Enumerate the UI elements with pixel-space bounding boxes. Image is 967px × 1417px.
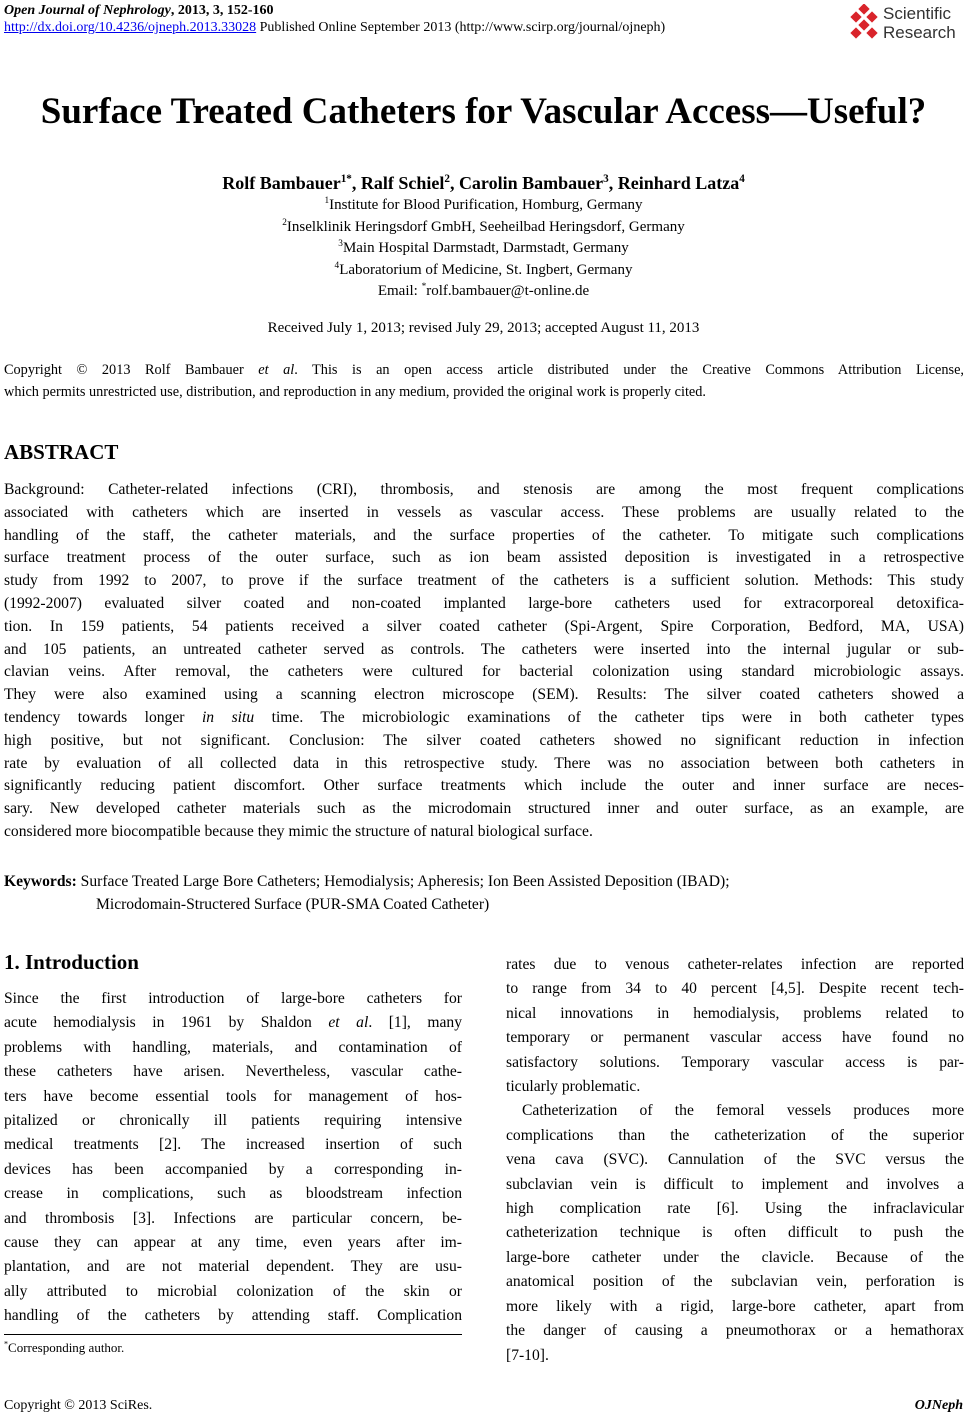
author-name: , Reinhard Latza	[608, 173, 740, 193]
section-heading-introduction: 1. Introduction	[4, 950, 139, 974]
left-column	[4, 987, 462, 1329]
text-line: the danger of causing a pneumothorax or a hemathorax	[506, 1322, 964, 1340]
text-line: devices has been accompanied by a corresponding in-	[4, 1160, 462, 1178]
journal-name: Open Journal of Nephrology	[4, 3, 171, 18]
text-line: high positive, but not significant. Conclusion: The silver coated catheters showed no significant reduction in infection	[4, 731, 964, 749]
text-line: Since the first introduction of large-bore catheters for	[4, 990, 462, 1007]
text-line: acute hemodialysis in 1961 by Shaldon et al. [1], many	[4, 1014, 462, 1032]
text-line: ticularly problematic.	[506, 1078, 641, 1096]
text-line: and thrombosis [3]. Infections are particular concern, be-	[4, 1209, 462, 1227]
text-line: They were also examined using a scanning electron microscope (SEM). Results: The silver coated catheters showed a	[4, 686, 964, 704]
text-line: rate by evaluation of all collected data in this retrospective study. There was no association between both catheters in	[4, 754, 964, 772]
text-line: more likely with a rigid, large-bore catheter, apart from	[506, 1297, 964, 1315]
text-line: plantation, and are not material dependent. They are usu-	[4, 1258, 462, 1276]
text-line: complications than the catheterization of the superior	[506, 1126, 964, 1144]
text-line: clavian veins. After removal, the catheters were cultured for bacterial colonization using standard microbiologic assays.	[4, 663, 964, 681]
text-line: satisfactory solutions. Temporary vascular access is par-	[506, 1053, 964, 1071]
text-line: ally attributed to microbial colonization of the skin or	[4, 1282, 462, 1300]
footer-copyright: Copyright © 2013 SciRes.	[4, 1398, 153, 1413]
doi-line	[4, 19, 665, 36]
text-line: catheterization technique is often difficult to push the	[506, 1224, 964, 1242]
text-line: surface treatment process of the outer surface, such as ion beam assisted deposition is investigated in a retrospective	[4, 549, 964, 567]
text-line: cause they can appear at any time, even years after im-	[4, 1234, 462, 1252]
affiliation: $^2$Inselklinik Heringsdorf GmbH, Seeheilbad Heringsdorf, Germany	[282, 217, 685, 235]
affiliation: $^4$Laboratorium of Medicine, St. Ingbert, Germany	[334, 260, 633, 278]
text-line: sary. New developed catheter materials such as the microdomain structured inner and outer surface, as an example, are	[4, 800, 964, 818]
text-line: handling of the staff, the catheter materials, and the surface properties of the catheter. To mitigate such complications	[4, 526, 964, 544]
text-line: these catheters have arisen. Nevertheless, vascular cathe-	[4, 1063, 462, 1081]
text-line: to range from 34 to 40 percent [4,5]. Despite recent tech-	[506, 980, 964, 998]
text-line: problems with handling, materials, and contamination of	[4, 1038, 462, 1056]
logo-text-scientific: Scientific	[883, 4, 952, 23]
abstract-body	[4, 479, 964, 844]
text-line: significantly reducing patient discomfort. Other surface treatments which include the outer and inner surface are neces-	[4, 777, 964, 795]
logo-text-research: Research	[883, 23, 956, 42]
scientific-research-logo	[847, 4, 965, 44]
paper-title: Surface Treated Catheters for Vascular Access—Useful?	[40, 91, 927, 132]
text-line: study from 1992 to 2007, to prove if the surface treatment of the catheters is a sufficient solution. Methods: This study	[4, 572, 964, 590]
text-line: handling of the catheters by attending staff. Complication	[4, 1307, 462, 1325]
published-online: Published Online September 2013 (http://www.scirp.org/journal/ojneph)	[256, 20, 666, 35]
text-line: ters have become essential tools for management of hos-	[4, 1087, 462, 1105]
keywords-text: Surface Treated Large Bore Catheters; Hemodialysis; Apheresis; Ion Been Assisted Deposition (IBAD);	[76, 873, 730, 890]
copyright-notice	[4, 359, 964, 403]
journal-header	[4, 2, 665, 36]
text-line: crease in complications, such as bloodstream infection	[4, 1185, 462, 1203]
text-line: medical treatments [2]. The increased insertion of such	[4, 1136, 462, 1154]
text-line: nical innovations in hemodialysis, problems related to	[506, 1004, 964, 1022]
footer-journal-abbrev: OJNeph	[914, 1398, 963, 1413]
text-line: tion. In 159 patients, 54 patients received a silver coated catheter (Spi-Argent, Spire Corporation, Bedford, MA, USA)	[4, 617, 964, 635]
keywords-label: Keywords:	[4, 873, 77, 890]
affiliations	[0, 195, 967, 303]
copyright-line: Copyright © 2013 Rolf Bambauer et al. This is an open access article distributed under the Creative Commons Attribution License,	[4, 362, 964, 378]
text-line: [7-10].	[506, 1346, 549, 1364]
text-line: Background: Catheter-related infections (CRI), thrombosis, and stenosis are among the most frequent complications	[4, 481, 964, 498]
text-line: large-bore catheter under the clavicle. Because of the	[506, 1248, 964, 1266]
copyright-line: which permits unrestricted use, distribution, and reproduction in any medium, provided the original work is properly cited.	[4, 384, 706, 400]
received-dates: Received July 1, 2013; revised July 29, 2013; accepted August 11, 2013	[267, 320, 700, 336]
email-line: Email: *rolf.bambauer@t-online.de	[377, 282, 590, 299]
abstract-heading: ABSTRACT	[4, 440, 119, 464]
text-line: subclavian vein is difficult to implement and involves a	[506, 1175, 964, 1193]
footnote-rule	[4, 1334, 462, 1335]
text-line: temporary or permanent vascular access have found no	[506, 1029, 964, 1047]
keywords	[4, 871, 964, 916]
text-line: considered more biocompatible because they mimic the structure of natural biological surface.	[4, 822, 593, 840]
author-name: Rolf Bambauer	[222, 173, 341, 193]
text-line: Catheterization of the femoral vessels produces more	[522, 1102, 964, 1120]
affiliation: $^3$Main Hospital Darmstadt, Darmstadt, Germany	[338, 239, 629, 256]
right-column	[506, 953, 964, 1368]
text-line: anatomical position of the subclavian vein, perforation is	[506, 1273, 964, 1291]
footnote: *Corresponding author.	[4, 1339, 125, 1355]
author-list: Rolf Bambauer$^{1*}$, Ralf Schiel$^2$, Carolin Bambauer$^3$, Reinhard Latza$^4$	[222, 173, 745, 193]
journal-citation	[4, 2, 665, 19]
text-line: vena cava (SVC). Cannulation of the SVC versus the	[506, 1151, 964, 1169]
text-line: associated with catheters which are inserted in vessels as vascular access. These problems are usually related to the	[4, 503, 964, 521]
doi-link[interactable]: http://dx.doi.org/10.4236/ojneph.2013.33028	[4, 20, 257, 35]
text-line: high complication rate [6]. Using the infraclavicular	[506, 1200, 964, 1218]
text-line: rates due to venous catheter-relates infection are reported	[506, 956, 964, 973]
email-address[interactable]: rolf.bambauer@t-online.de	[426, 283, 590, 299]
text-line: and 105 patients, an untreated catheter served as controls. The catheters were inserted into the internal jugular or sub-	[4, 640, 964, 658]
author-name: , Ralf Schiel	[351, 173, 445, 193]
text-line: pitalized or chronically ill patients requiring intensive	[4, 1112, 462, 1130]
journal-volume: , 2013, 3, 152-160	[170, 3, 274, 18]
author-name: , Carolin Bambauer	[449, 173, 604, 193]
logo-mark-icon	[847, 4, 881, 42]
keywords-text: Microdomain-Structered Surface (PUR-SMA Coated Catheter)	[96, 895, 490, 913]
affiliation: $^1$Institute for Blood Purification, Homburg, Germany	[324, 196, 643, 213]
text-line: tendency towards longer in situ time. The microbiologic examinations of the catheter tips were in both catheter types	[4, 708, 965, 726]
text-line: (1992-2007) evaluated silver coated and non-coated implanted large-bore catheters used for extracorporeal detoxifica-	[4, 594, 964, 612]
